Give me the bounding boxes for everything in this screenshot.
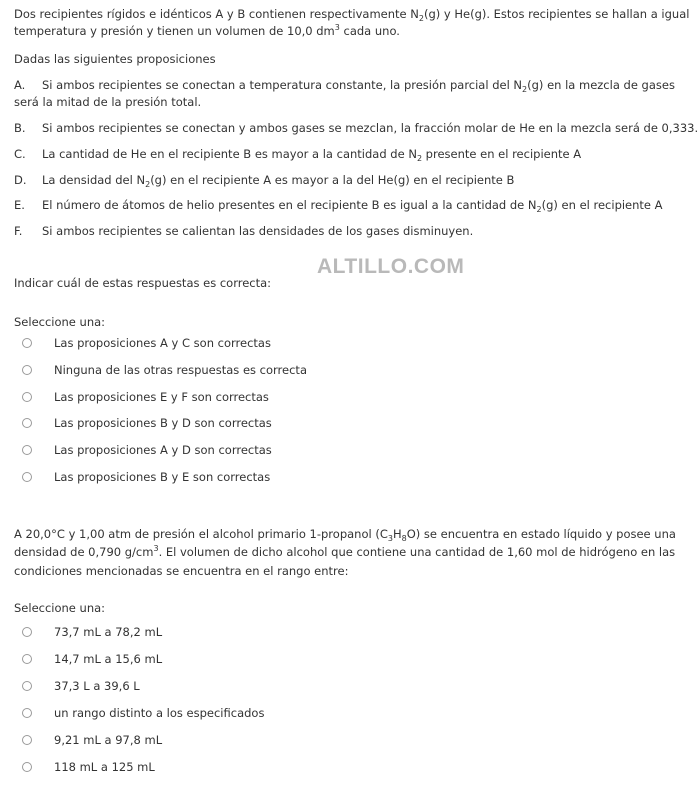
q2-option-2[interactable] — [22, 651, 163, 667]
proposition-a: A. Si ambos recipientes se conectan a temperatura constante, la presión parcial del $N_2(g)$ en la mezcla de gases — [14, 78, 675, 94]
option-label[interactable]: 118 mL a 125 mL — [54, 760, 155, 774]
q2-option-3[interactable] — [22, 678, 140, 694]
q1-option-3[interactable] — [22, 389, 269, 405]
q1-given-label: Dadas las siguientes proposiciones — [14, 52, 216, 66]
q2-option-1[interactable] — [22, 624, 163, 640]
option-label[interactable]: Las proposiciones E y F son correctas — [54, 390, 269, 404]
radio-button[interactable] — [22, 708, 32, 718]
altillo-watermark: ALTILLO.COM — [317, 255, 465, 278]
proposition-c: C. La cantidad de He en el recipiente B es mayor a la cantidad de $N_2$ presente en el recipiente A — [14, 147, 582, 163]
radio-button[interactable] — [22, 445, 32, 455]
q1-option-6[interactable] — [22, 469, 271, 485]
q2-select-label: Seleccione una: — [14, 601, 106, 615]
q1-prompt: Indicar cuál de estas respuestas es correcta: — [14, 276, 272, 290]
proposition-b: B. Si ambos recipientes se conectan y ambos gases se mezclan, la fracción molar de He en la mezcla será de 0,333. — [14, 121, 699, 135]
radio-button[interactable] — [22, 735, 32, 745]
radio-button[interactable] — [22, 365, 32, 375]
option-label[interactable]: 9,21 mL a 97,8 mL — [54, 733, 163, 747]
option-label[interactable]: Las proposiciones A y D son correctas — [54, 443, 272, 457]
q2-text-line-3: condiciones mencionadas se encuentra en el rango entre: — [14, 564, 349, 578]
proposition-f: F. Si ambos recipientes se calientan las densidades de los gases disminuyen. — [14, 224, 474, 238]
proposition-a-continuation: será la mitad de la presión total. — [14, 95, 202, 109]
option-label[interactable]: 73,7 mL a 78,2 mL — [54, 625, 163, 639]
q1-select-label: Seleccione una: — [14, 315, 106, 329]
q2-text-line-1: A 20,0°C y 1,00 atm de presión el alcohol primario 1-propanol $(C_3H_8O)$ se encuentra en estado líquido y posee una — [14, 527, 676, 543]
q1-option-1[interactable] — [22, 335, 271, 351]
option-label[interactable]: 37,3 L a 39,6 L — [54, 679, 140, 693]
proposition-d: D. La densidad del $N_2(g)$ en el recipiente A es mayor a la del He(g) en el recipiente B — [14, 173, 515, 189]
q2-text-line-2: densidad de 0,790 $g/cm^3$. El volumen de dicho alcohol que contiene una cantidad de 1,60 mol de hidrógeno en las — [14, 544, 676, 559]
q2-option-5[interactable] — [22, 732, 163, 748]
option-label[interactable]: Ninguna de las otras respuestas es correcta — [54, 363, 307, 377]
radio-button[interactable] — [22, 392, 32, 402]
radio-button[interactable] — [22, 654, 32, 664]
radio-button[interactable] — [22, 472, 32, 482]
radio-button[interactable] — [22, 762, 32, 772]
option-label[interactable]: 14,7 mL a 15,6 mL — [54, 652, 163, 666]
q1-intro-line-2: temperatura y presión y tienen un volumen de 10,0 $dm^3$ cada uno. — [14, 23, 400, 38]
radio-button[interactable] — [22, 681, 32, 691]
q2-option-4[interactable] — [22, 705, 265, 721]
q1-option-5[interactable] — [22, 442, 272, 458]
radio-button[interactable] — [22, 338, 32, 348]
q1-intro-line-1: Dos recipientes rígidos e idénticos A y B contienen respectivamente $N_2(g)$ y He(g). Estos recipientes se hallan a igual — [14, 7, 690, 23]
option-label[interactable]: Las proposiciones B y D son correctas — [54, 416, 272, 430]
q1-option-4[interactable] — [22, 415, 272, 431]
option-label[interactable]: un rango distinto a los especificados — [54, 706, 265, 720]
q1-option-2[interactable] — [22, 362, 307, 378]
radio-button[interactable] — [22, 627, 32, 637]
radio-button[interactable] — [22, 418, 32, 428]
option-label[interactable]: Las proposiciones A y C son correctas — [54, 336, 271, 350]
option-label[interactable]: Las proposiciones B y E son correctas — [54, 470, 271, 484]
q2-option-6[interactable] — [22, 759, 155, 775]
proposition-e: E. El número de átomos de helio presentes en el recipiente B es igual a la cantidad de $N_2(g)$ en el recipiente A — [14, 198, 663, 214]
